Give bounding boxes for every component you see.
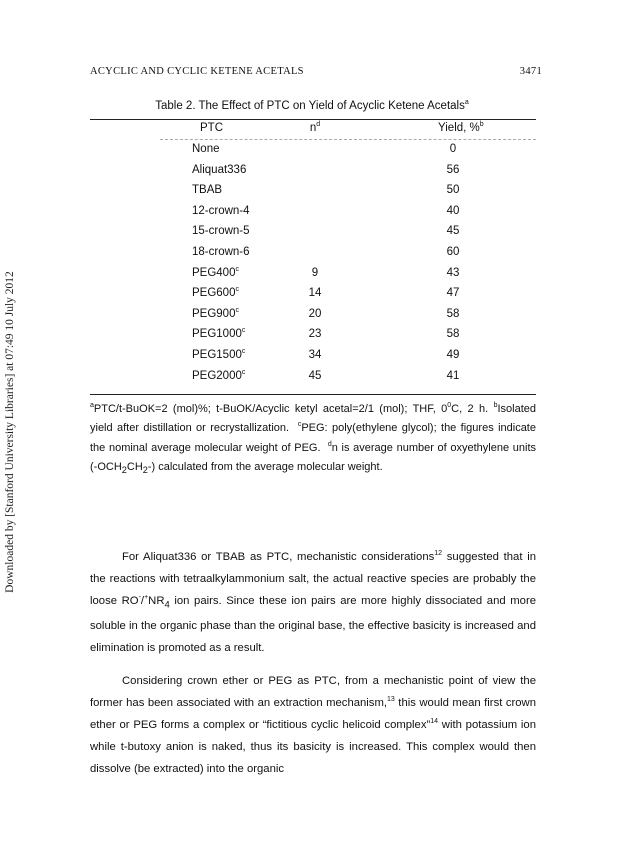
- table-top-rule: [90, 119, 536, 120]
- paragraph-text: [90, 670, 536, 780]
- header-ptc: PTC: [200, 122, 223, 134]
- page-number: 3471: [519, 66, 542, 77]
- ion-charge: +: [144, 594, 149, 601]
- reference-14: 14: [430, 718, 439, 725]
- cell-yield: 50: [446, 184, 460, 197]
- cell-ptc: [192, 349, 245, 361]
- cell-ptc: [192, 164, 246, 176]
- ion-separator: /: [140, 595, 145, 607]
- footnote-block: [90, 400, 536, 481]
- cell-yield: 47: [446, 287, 460, 300]
- cell-ptc-name: PEG1000: [192, 328, 242, 341]
- header-yield: [438, 122, 484, 134]
- table-row: [0, 143, 624, 164]
- footnote-b-text: Isolated yield after distillation or recrystallization.: [90, 403, 536, 435]
- footnote-d-text: n is average number of oxyethylene units (-OCH: [90, 441, 536, 474]
- reference-12: 12: [434, 550, 443, 557]
- cell-ptc-footnote-mark: c: [241, 368, 246, 376]
- cell-yield: 43: [446, 266, 460, 279]
- cell-n: 34: [308, 348, 322, 361]
- cell-ptc-name: PEG1500: [192, 348, 242, 361]
- cell-ptc-name: PEG900: [192, 307, 236, 320]
- cell-ptc: [192, 328, 245, 340]
- cell-yield: 45: [446, 225, 460, 238]
- footnote-d-text-end: -) calculated from the average molecular weight.: [147, 461, 383, 474]
- cell-ptc-name: 18-crown-6: [192, 245, 250, 258]
- header-n-label: n: [309, 122, 317, 134]
- cell-n: 14: [308, 287, 322, 300]
- cell-yield: 56: [446, 163, 460, 176]
- cell-ptc: [192, 370, 245, 382]
- table-header-rule: [160, 139, 536, 140]
- footnote-b-mark: b: [493, 402, 498, 409]
- cell-yield: 58: [446, 307, 460, 320]
- table-row: [0, 349, 624, 370]
- table-row: [0, 308, 624, 329]
- paragraph-text-run: this would mean first crown ether or PEG forms a complex or “fictitious cyclic helicoid complex”: [90, 697, 536, 731]
- cell-n: 45: [308, 369, 322, 382]
- paragraph-text-run: ion pairs. Since these ion pairs are more highly dissociated and more soluble in the organic phase than the original base, the effective basicity is increased and elimination is promoted as a result.: [90, 595, 536, 655]
- cell-yield: 58: [446, 328, 460, 341]
- cell-n: 23: [308, 328, 322, 341]
- cell-ptc: [192, 143, 220, 155]
- cell-ptc-name: None: [192, 143, 220, 155]
- header-n-footnote-mark: d: [316, 121, 321, 128]
- table-row: [0, 164, 624, 185]
- cell-ptc-footnote-mark: c: [235, 306, 239, 314]
- footnote-a-text: PTC/t-BuOK=2 (mol)%; t-BuOK/Acyclic ketyl acetal=2/1 (mol); THF, 0: [93, 403, 448, 415]
- footnote-c-mark: c: [297, 421, 302, 429]
- cell-ptc: [192, 287, 239, 299]
- table-caption-footnote-mark: a: [464, 99, 469, 106]
- ion-formula: NR: [148, 595, 165, 607]
- paragraph-text-run: suggested that in the reactions with tetraalkylammonium salt, the actual reactive species are probably the loose RO: [90, 551, 536, 607]
- table-bottom-rule: [90, 394, 536, 395]
- cell-n: 20: [308, 307, 322, 320]
- cell-yield: 49: [446, 348, 460, 361]
- cell-ptc-name: Aliquat336: [192, 163, 247, 176]
- running-header: [90, 66, 542, 80]
- table-row: [0, 287, 624, 308]
- cell-ptc: [192, 308, 239, 320]
- cell-yield: 60: [446, 245, 460, 258]
- table-row: [0, 267, 624, 288]
- table-header-row: [0, 122, 624, 138]
- header-n: [290, 122, 340, 134]
- cell-ptc-name: 15-crown-5: [192, 225, 250, 238]
- paragraph-text-run: Considering crown ether or PEG as PTC, from a mechanistic point of view the former has been associated with an extraction mechanism,: [90, 675, 536, 709]
- download-notice: Downloaded by [Stanford University Libraries] at 07:49 10 July 2012: [4, 271, 16, 593]
- cell-ptc: [192, 246, 250, 258]
- paragraph-text: [90, 546, 536, 659]
- table-body: [0, 143, 624, 390]
- cell-ptc-footnote-mark: c: [235, 265, 239, 273]
- paragraph-quaternary-ammonium: [90, 546, 536, 659]
- cell-ptc: [192, 225, 250, 237]
- cell-ptc-name: 12-crown-4: [192, 204, 250, 217]
- ion-charge: -: [138, 594, 141, 601]
- table-row: [0, 328, 624, 349]
- footnote-c-text: PEG: poly(ethylene glycol); the figures indicate the nominal average molecular weight of PEG.: [90, 422, 536, 454]
- footnote-a-text-end: C, 2 h.: [451, 403, 489, 415]
- table-row: [0, 205, 624, 226]
- footnote-d-text-mid: CH: [126, 461, 143, 474]
- paragraph-text-run: For Aliquat336 or TBAB as PTC, mechanistic considerations: [122, 551, 435, 563]
- cell-ptc-name: PEG600: [192, 287, 236, 300]
- paragraph-crown-ether-peg: [90, 670, 536, 780]
- reference-13: 13: [387, 696, 395, 703]
- cell-ptc: [192, 205, 250, 217]
- table-row: [0, 246, 624, 267]
- header-yield-footnote-mark: b: [479, 121, 484, 128]
- footnote-d-subscript-2: 2: [142, 465, 148, 476]
- cell-ptc-name: PEG2000: [192, 369, 242, 382]
- footnote-a-degree: 0: [447, 402, 452, 409]
- cell-ptc-name: TBAB: [192, 184, 223, 197]
- cell-yield: 41: [446, 369, 460, 382]
- footnote-d-subscript: 2: [121, 465, 127, 476]
- table-caption: [0, 100, 624, 112]
- cell-ptc: [192, 184, 222, 196]
- running-title: ACYCLIC AND CYCLIC KETENE ACETALS: [90, 66, 304, 77]
- cell-yield: 40: [446, 204, 460, 217]
- table-row: [0, 225, 624, 246]
- paragraph-text-run: with potassium ion while t-butoxy anion is naked, thus its basicity is increased. This complex would then dissolve (be extracted) into the organic: [90, 719, 536, 775]
- footnote-d-mark: d: [327, 440, 332, 448]
- table-footnotes: [90, 400, 536, 481]
- cell-yield: 0: [449, 143, 457, 155]
- header-yield-label: Yield, %: [438, 122, 480, 134]
- cell-ptc-footnote-mark: c: [241, 347, 246, 355]
- cell-ptc-footnote-mark: c: [241, 327, 246, 335]
- table-caption-text: Table 2. The Effect of PTC on Yield of Acyclic Ketene Acetals: [155, 100, 465, 112]
- footnote-a-mark: a: [90, 402, 94, 409]
- table-row: [0, 370, 624, 391]
- cell-ptc-name: PEG400: [192, 266, 236, 279]
- table-row: [0, 184, 624, 205]
- cell-ptc: [192, 267, 239, 279]
- ion-subscript: 4: [164, 598, 170, 610]
- cell-ptc-footnote-mark: c: [235, 286, 239, 294]
- cell-n: 9: [311, 266, 319, 279]
